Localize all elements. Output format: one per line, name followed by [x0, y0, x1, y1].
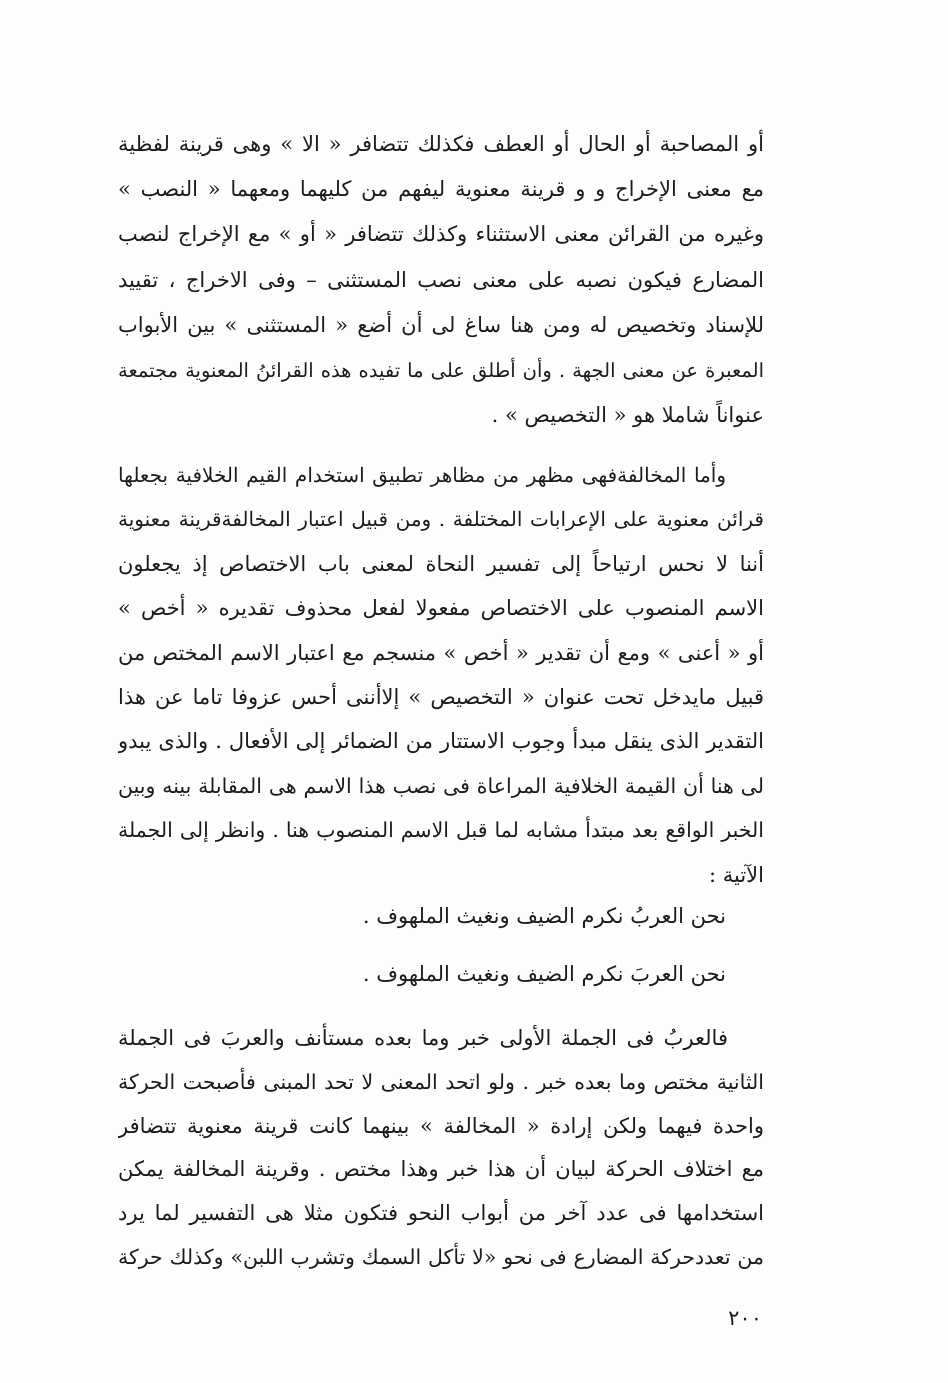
example-sentence-2: نحن العربَ نكرم الضيف ونغيث الملهوف . [362, 962, 726, 986]
paragraph-1 [118, 122, 764, 438]
text-line: لى هنا أن القيمة الخلافية المراعاة فى نصب هذا الاسم هى المقابلة بينه وبين [118, 773, 764, 798]
text-line: للإسناد وتخصيص له ومن هنا ساغ لى أن أضع « المستثنى » بين الأبواب [118, 312, 764, 337]
text-line: واحدة فيهما ولكن إرادة « المخالفة » بينهما كانت قرينة معنوية تتضافر [118, 1113, 764, 1138]
text-line: الاسم المنصوب على الاختصاص مفعولا لفعل محذوف تقديره « أخص » [118, 596, 764, 621]
example-sentence-1: نحن العربُ نكرم الضيف ونغيث الملهوف . [362, 904, 726, 928]
text-line: وغيره من القرائن معنى الاستثناء وكذلك تتضافر « أو » مع الإخراج لنصب [118, 222, 764, 247]
text-line-indented: وأما المخالفةفهى مظهر من مظاهر تطبيق استخدام القيم الخلافية بجعلها [118, 463, 726, 487]
text-line: قبيل مايدخل تحت عنوان « التخصيص » إلاأننى أحس عزوفا تاما عن هذا [118, 685, 764, 710]
page-number: ٢٠٠ [728, 1306, 762, 1330]
text-line: مع معنى الإخراج و و قرينة معنوية ليفهم من كليهما ومعهما « النصب » [118, 177, 764, 202]
text-line: الخبر الواقع بعد مبتدأ مشابه لما قبل الاسم المنصوب هنا . وانظر إلى الجملة [118, 818, 764, 843]
text-line: مع اختلاف الحركة لبيان أن هذا خبر وهذا مختص . وقرينة المخالفة يمكن [118, 1157, 764, 1182]
text-line: التقدير الذى ينقل مبدأ وجوب الاستتار من الضمائر إلى الأفعال . والذى يبدو [118, 729, 764, 754]
paragraph-2 [118, 453, 764, 897]
text-line: الآتية : [708, 862, 764, 887]
text-line: المضارع فيكون نصبه على معنى نصب المستثنى – وفى الاخراج ، تقييد [118, 267, 764, 292]
text-line: أو المصاحبة أو الحال أو العطف فكذلك تتضافر « الا » وهى قرينة لفظية [118, 132, 764, 156]
text-line: أننا لا نحس ارتياحاً إلى تفسير النحاة لمعنى باب الاختصاص إذ يجعلون [118, 551, 764, 576]
text-line: عنواناً شاملا هو « التخصيص » . [491, 403, 764, 428]
text-line: المعبرة عن معنى الجهة . وأن أطلق على ما تفيده هذه القرائنُ المعنوية مجتمعة [118, 359, 764, 383]
text-line: من تعددحركة المضارع فى نحو «لا تأكل السمك وتشرب اللبن» وكذلك حركة [118, 1244, 764, 1269]
text-line-indented: فالعربُ فى الجملة الأولى خبر وما بعده مستأنف والعربَ فى الجملة [118, 1026, 728, 1050]
text-line: قرائن معنوية على الإعرابات المختلفة . ومن قبيل اعتبار المخالفةقرينة معنوية [118, 507, 764, 532]
text-line: أو « أعنى » ومع أن تقدير « أخص » منسجم مع اعتبار الاسم المختص من [118, 640, 764, 665]
paragraph-3 [118, 1017, 764, 1280]
text-line: استخدامها فى عدد آخر من أبواب النحو فتكون مثلا هى التفسير لما يرد [118, 1201, 764, 1226]
text-line: الثانية مختص وما بعده خبر . ولو اتحد المعنى لا تحد المبنى فأصبحت الحركة [118, 1069, 764, 1094]
